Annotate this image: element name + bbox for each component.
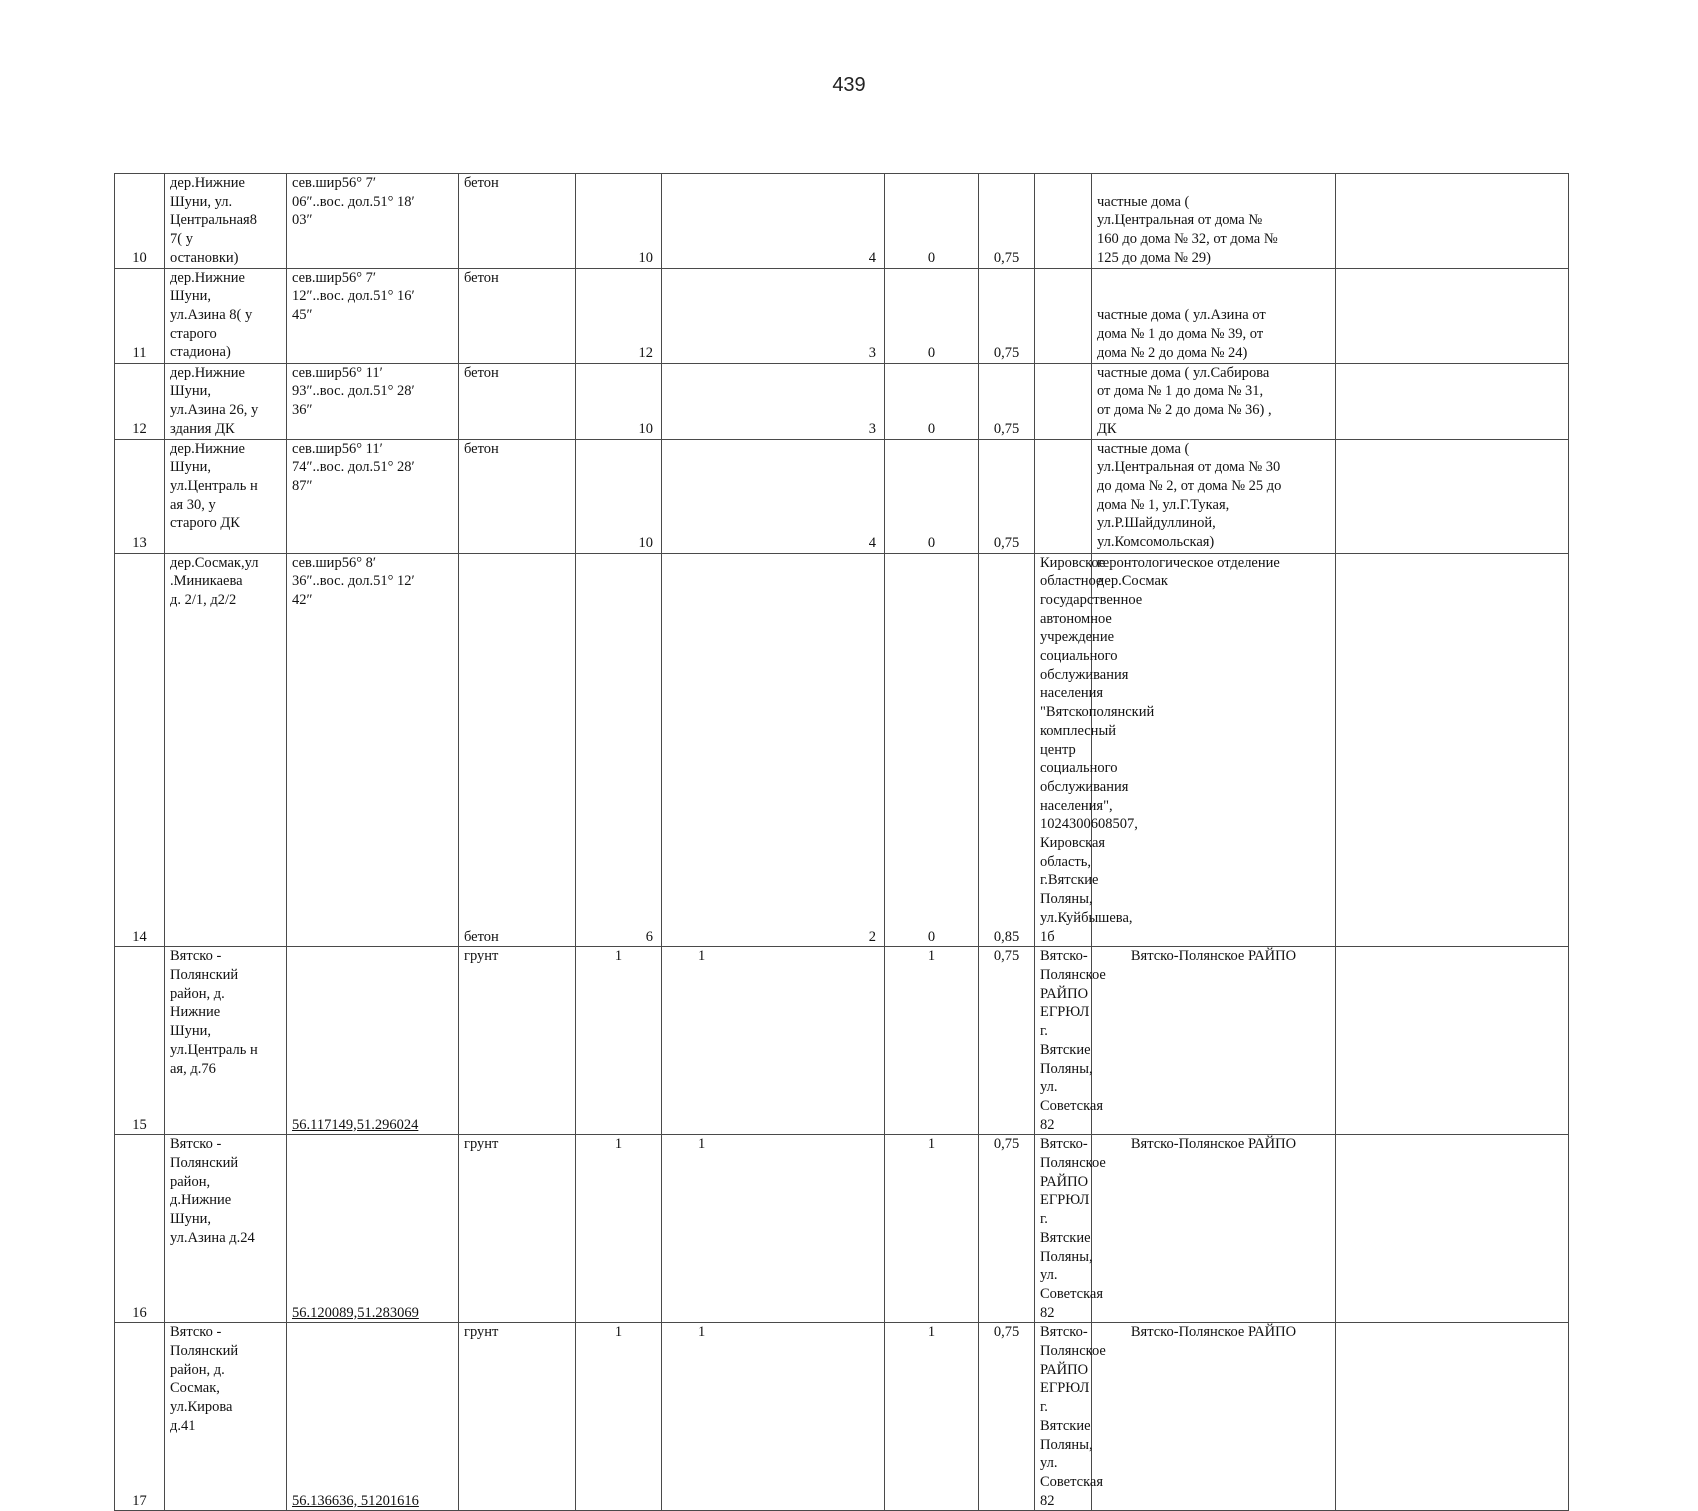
- bin-count: 0: [885, 174, 979, 269]
- waste-sources: частные дома ( ул.Азина от дома № 1 до дома № 39, от дома № 2 до дома № 24): [1092, 268, 1336, 363]
- empty-cell: [1336, 439, 1569, 553]
- container-count: 4: [662, 439, 885, 553]
- site-coordinates: сев.шир56° 11′ 74″..вос. дол.51° 28′ 87″: [287, 439, 459, 553]
- site-address: дер.Нижние Шуни, ул.Азина 8( у старого стадиона): [165, 268, 287, 363]
- container-count: 1: [662, 1135, 885, 1323]
- empty-cell: [1336, 1323, 1569, 1511]
- waste-sources: Вятско-Полянское РАЙПО: [1092, 1135, 1336, 1323]
- page-number: 439: [832, 74, 866, 96]
- coordinates-text: 56.136636, 51201616: [292, 1492, 419, 1509]
- waste-sources: частные дома ( ул.Центральная от дома № 160 до дома № 32, от дома № 125 до дома № 29): [1092, 174, 1336, 269]
- row-number: 16: [115, 1135, 165, 1323]
- site-address: дер.Нижние Шуни, ул. Центральная8 7( у остановки): [165, 174, 287, 269]
- site-area: 6: [576, 553, 662, 947]
- site-area: 10: [576, 174, 662, 269]
- bin-count: 0: [885, 553, 979, 947]
- site-owner: [1035, 439, 1092, 553]
- site-address: Вятско - Полянский район, д. Сосмак, ул.Кирова д.41: [165, 1323, 287, 1511]
- row-number: 15: [115, 947, 165, 1135]
- site-address: Вятско - Полянский район, д.Нижние Шуни, ул.Азина д.24: [165, 1135, 287, 1323]
- site-coordinates: [287, 1135, 459, 1323]
- site-address: дер.Нижние Шуни, ул.Азина 26, у здания ДК: [165, 363, 287, 439]
- table-row: [115, 363, 1690, 439]
- row-number: 17: [115, 1323, 165, 1511]
- table-row: [115, 439, 1690, 553]
- container-volume: 0,75: [979, 947, 1035, 1135]
- site-address: дер.Нижние Шуни, ул.Централь н ая 30, у старого ДК: [165, 439, 287, 553]
- container-volume: 0,75: [979, 439, 1035, 553]
- bin-count: 0: [885, 363, 979, 439]
- site-owner: Вятско-Полянское РАЙПО ЕГРЮЛ г. Вятские Поляны, ул. Советская 82: [1035, 1323, 1092, 1511]
- container-volume: 0,75: [979, 1135, 1035, 1323]
- waste-sources: геронтологическое отделение дер.Сосмак: [1092, 553, 1336, 947]
- site-area: 1: [576, 1323, 662, 1511]
- row-number: 13: [115, 439, 165, 553]
- row-number: 14: [115, 553, 165, 947]
- site-area: 12: [576, 268, 662, 363]
- site-area: 10: [576, 363, 662, 439]
- site-area: 1: [576, 1135, 662, 1323]
- container-count: 2: [662, 553, 885, 947]
- site-coordinates: [287, 1323, 459, 1511]
- surface-type: бетон: [459, 553, 576, 947]
- container-count: 3: [662, 268, 885, 363]
- empty-cell: [1336, 553, 1569, 947]
- surface-type: бетон: [459, 439, 576, 553]
- row-number: 10: [115, 174, 165, 269]
- empty-cell: [1336, 268, 1569, 363]
- site-owner: Кировское областное государственное автономное учреждение социального обслуживания населения "Вятскополянский комплесный центр социального обслуживания населения", 1024300608507, Кировская область, г.Вятские Поляны, ул.Куйбышева, 1б: [1035, 553, 1092, 947]
- bin-count: 0: [885, 439, 979, 553]
- site-owner: [1035, 363, 1092, 439]
- waste-sources: Вятско-Полянское РАЙПО: [1092, 1323, 1336, 1511]
- bin-count: 1: [885, 947, 979, 1135]
- site-owner: [1035, 174, 1092, 269]
- waste-sources: частные дома ( ул.Центральная от дома № 30 до дома № 2, от дома № 25 до дома № 1, ул.Г.Тукая, ул.Р.Шайдуллиной, ул.Комсомольская): [1092, 439, 1336, 553]
- waste-sources: Вятско-Полянское РАЙПО: [1092, 947, 1336, 1135]
- bin-count: 1: [885, 1135, 979, 1323]
- surface-type: грунт: [459, 1323, 576, 1511]
- surface-type: бетон: [459, 174, 576, 269]
- table-row: [115, 553, 1690, 947]
- site-coordinates: сев.шир56° 7′ 06″..вос. дол.51° 18′ 03″: [287, 174, 459, 269]
- table-row: [115, 947, 1690, 1135]
- site-address: дер.Сосмак,ул .Миникаева д. 2/1, д2/2: [165, 553, 287, 947]
- site-area: 10: [576, 439, 662, 553]
- site-area: 1: [576, 947, 662, 1135]
- container-volume: 0,75: [979, 174, 1035, 269]
- surface-type: бетон: [459, 268, 576, 363]
- empty-cell: [1336, 174, 1569, 269]
- table-row: [115, 1135, 1690, 1323]
- container-volume: 0,75: [979, 268, 1035, 363]
- container-volume: 0,85: [979, 553, 1035, 947]
- surface-type: грунт: [459, 1135, 576, 1323]
- empty-cell: [1336, 1135, 1569, 1323]
- container-volume: 0,75: [979, 1323, 1035, 1511]
- waste-sources: частные дома ( ул.Сабирова от дома № 1 до дома № 31, от дома № 2 до дома № 36) , ДК: [1092, 363, 1336, 439]
- site-coordinates: [287, 947, 459, 1135]
- site-owner: Вятско-Полянское РАЙПО ЕГРЮЛ г. Вятские Поляны, ул. Советская 82: [1035, 947, 1092, 1135]
- row-number: 12: [115, 363, 165, 439]
- site-owner: [1035, 268, 1092, 363]
- container-count: 3: [662, 363, 885, 439]
- coordinates-text: 56.120089,51.283069: [292, 1304, 419, 1321]
- table-row: [115, 268, 1690, 363]
- waste-sites-table: [114, 173, 1690, 1511]
- bin-count: 1: [885, 1323, 979, 1511]
- bin-count: 0: [885, 268, 979, 363]
- surface-type: грунт: [459, 947, 576, 1135]
- row-number: 11: [115, 268, 165, 363]
- site-address: Вятско - Полянский район, д. Нижние Шуни, ул.Централь н ая, д.76: [165, 947, 287, 1135]
- container-count: 4: [662, 174, 885, 269]
- empty-cell: [1336, 947, 1569, 1135]
- empty-cell: [1336, 363, 1569, 439]
- site-coordinates: сев.шир56° 8′ 36″..вос. дол.51° 12′ 42″: [287, 553, 459, 947]
- coordinates-text: 56.117149,51.296024: [292, 1116, 419, 1133]
- container-volume: 0,75: [979, 363, 1035, 439]
- surface-type: бетон: [459, 363, 576, 439]
- container-count: 1: [662, 1323, 885, 1511]
- site-coordinates: сев.шир56° 11′ 93″..вос. дол.51° 28′ 36″: [287, 363, 459, 439]
- container-count: 1: [662, 947, 885, 1135]
- site-owner: Вятско-Полянское РАЙПО ЕГРЮЛ г. Вятские Поляны, ул. Советская 82: [1035, 1135, 1092, 1323]
- table-row: [115, 1323, 1690, 1511]
- table-row: [115, 174, 1690, 269]
- site-coordinates: сев.шир56° 7′ 12″..вос. дол.51° 16′ 45″: [287, 268, 459, 363]
